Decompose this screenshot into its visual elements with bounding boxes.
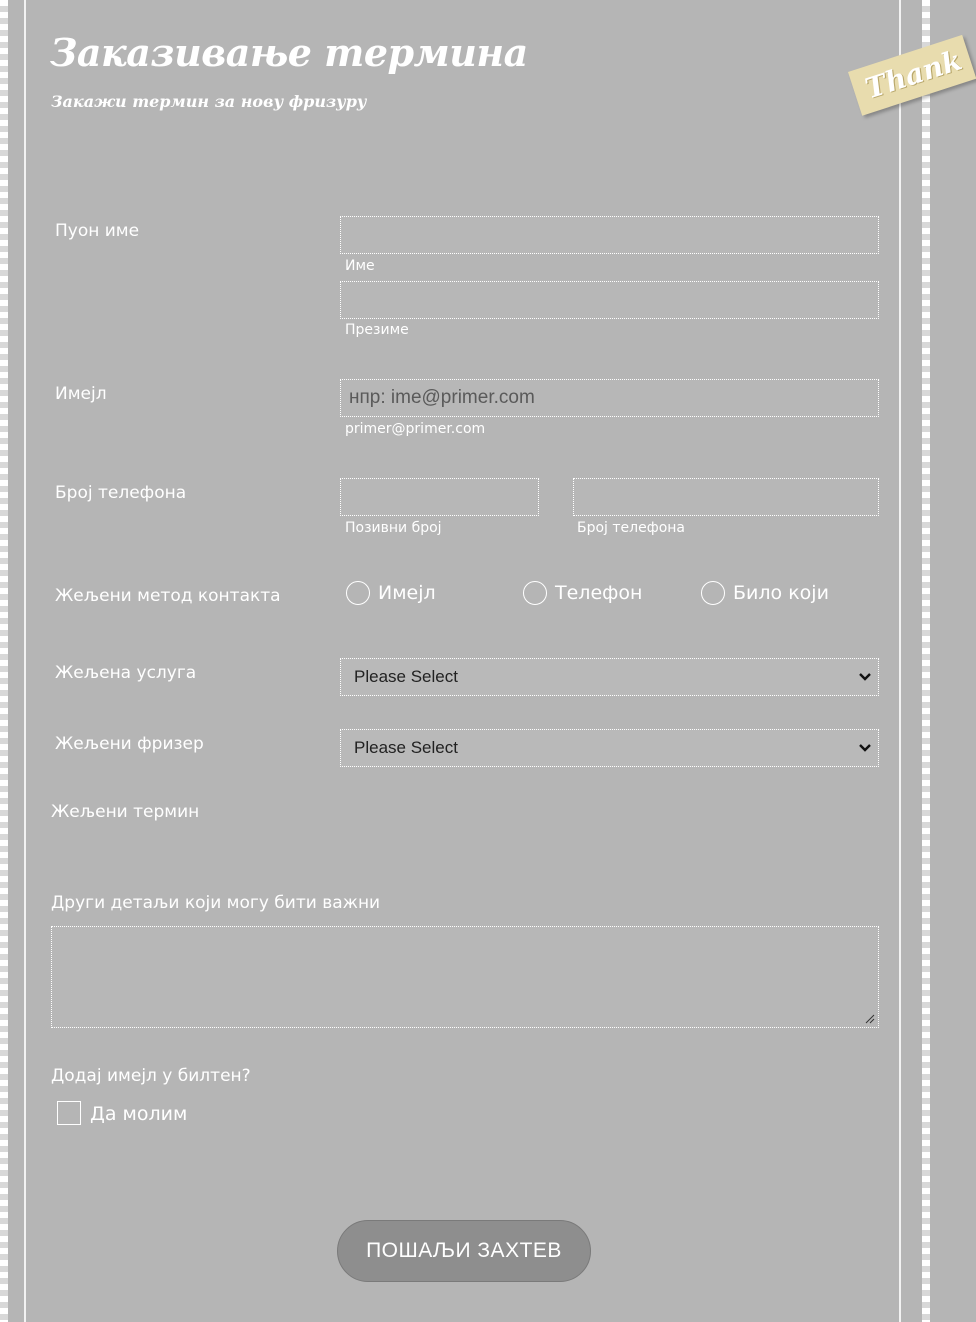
details-textarea[interactable]: [51, 926, 879, 1028]
phone-label: Број телефона: [55, 483, 187, 503]
phone-number-input[interactable]: [573, 478, 879, 516]
email-sublabel: primer@primer.com: [345, 421, 486, 437]
area-code-sublabel: Позивни број: [345, 520, 442, 536]
full-name-label: Пуон име: [55, 221, 140, 241]
contact-option-phone-label: Телефон: [555, 582, 643, 604]
page-subtitle: Закажи термин за нову фризуру: [51, 92, 367, 111]
service-label: Жељена услуга: [55, 663, 197, 683]
newsletter-option-label: Да молим: [90, 1103, 188, 1125]
right-zigzag-edge: [922, 0, 930, 1322]
contact-option-email[interactable]: [346, 581, 436, 605]
service-select-value: Please Select: [354, 667, 458, 686]
chevron-down-icon: [858, 670, 872, 684]
stylist-select-value: Please Select: [354, 738, 458, 757]
thank-you-ribbon: Thank: [848, 35, 976, 116]
radio-circle-icon[interactable]: [701, 581, 725, 605]
last-name-sublabel: Презиме: [345, 322, 409, 338]
email-input[interactable]: [340, 379, 879, 417]
right-border-line: [899, 0, 901, 1322]
first-name-input[interactable]: [340, 216, 879, 254]
contact-option-email-label: Имејл: [378, 582, 436, 604]
stylist-select[interactable]: [340, 729, 879, 767]
first-name-sublabel: Име: [345, 258, 375, 274]
contact-method-label: Жељени метод контакта: [55, 586, 281, 606]
phone-number-sublabel: Број телефона: [577, 520, 685, 536]
stylist-label: Жељени фризер: [55, 734, 204, 754]
email-label: Имејл: [55, 384, 107, 404]
newsletter-checkbox[interactable]: [57, 1101, 81, 1125]
contact-option-any-label: Било који: [733, 582, 829, 604]
contact-option-any[interactable]: [701, 581, 829, 605]
appointment-label: Жељени термин: [51, 802, 200, 822]
service-select[interactable]: [340, 658, 879, 696]
left-zigzag-edge: [0, 0, 8, 1322]
details-label: Други детаљи који могу бити важни: [51, 893, 381, 913]
submit-button[interactable]: ПОШАЉИ ЗАХТЕВ: [337, 1220, 591, 1282]
last-name-input[interactable]: [340, 281, 879, 319]
contact-option-phone[interactable]: [523, 581, 642, 605]
area-code-input[interactable]: [340, 478, 539, 516]
radio-circle-icon[interactable]: [346, 581, 370, 605]
newsletter-label: Додај имејл у билтен?: [51, 1066, 251, 1086]
resize-grip-icon[interactable]: [865, 1014, 875, 1024]
radio-circle-icon[interactable]: [523, 581, 547, 605]
chevron-down-icon: [858, 741, 872, 755]
left-border-line: [24, 0, 26, 1322]
page-title: Заказивање термина: [50, 30, 528, 75]
